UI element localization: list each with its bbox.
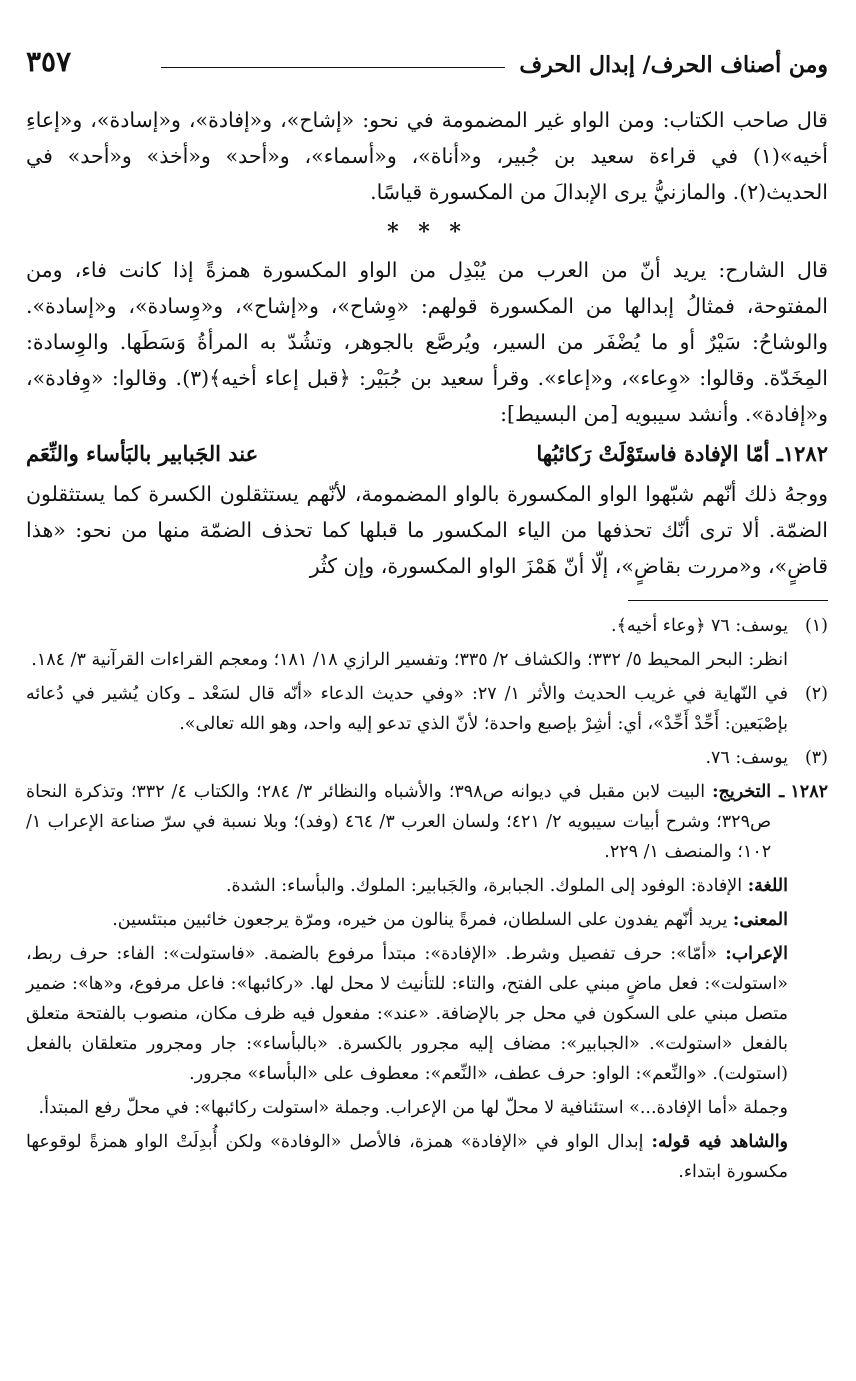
footnotes (26, 611, 828, 1187)
footnote-1-sources: انظر: البحر المحيط ٥/ ٣٣٢؛ والكشاف ٢/ ٣٣٥؛ وتفسير الرازي ١٨/ ١٨١؛ ومعجم القراءات القرآنية ٣/ ١٨٤. (31, 650, 788, 670)
footnote-1: (١) يوسف: ٧٦ ﴿وعاء أخيه﴾. (611, 616, 828, 636)
main-text (26, 102, 828, 584)
footnote-sentences: وجملة «أما الإفادة...» استئنافية لا محلّ لها من الإعراب. وجملة «استولت ركائبها»: في محلّ رفع المبتدأ. (38, 1098, 788, 1118)
footnote-label: والشاهد فيه قوله: (651, 1132, 789, 1152)
book-page (26, 30, 828, 1360)
footnote-meaning: المعنى: يريد أنّهم يفدون على السلطان، فمرةً ينالون من خيره، ومرّة يرجعون خائبين مبتئسين. (112, 910, 788, 930)
footnote-label: الإعراب: (725, 944, 788, 964)
header-title: ومن أصناف الحرف/ إبدال الحرف (519, 52, 828, 78)
footnote-2: (٢) في النّهاية في غريب الحديث والأثر ١/ ٢٧: «وفي حديث الدعاء «أنّه قال لسَعْد ـ وكان يُشير في دُعائه بإصْبَعين: أَحِّدْ أَحِّدْ»، أي: أشِرْ بإصبع واحدة؛ لأنّ الذي تدعو إليه واحد، وهو الله تعالى». (26, 684, 828, 734)
author-paragraph: قال صاحب الكتاب: ومن الواو غير المضمومة في نحو: «إشاح»، و«إفادة»، و«إسادة»، و«إعاءِ أخيه»(١) في قراءة سعيد بن جُبير، و«أناة»، و«أسماء»، و«أحد» و«أخذ» و«أحد» في الحديث(٢). والمازنيُّ يرى الإبدالَ من المكسورة قياسًا. (26, 108, 828, 204)
verse-second-hemistich: عند الجَبابير بالبَأساء والنِّعَم (26, 441, 259, 466)
footnote-label: المعنى: (732, 910, 788, 930)
section-separator: * * * (387, 219, 467, 245)
header-rule (161, 67, 505, 68)
verse-first-hemistich: ١٢٨٢ـ أمّا الإفادة فاستَوْلَتْ رَكائبُها (536, 441, 828, 466)
footnote-verse-sources: ١٢٨٢ ـ التخريج: البيت لابن مقبل في ديوانه ص٣٩٨؛ والأشباه والنظائر ٣/ ٢٨٤؛ والكتاب ٤/ ٣٣٢؛ وتذكرة النحاة ص٣٢٩؛ وشرح أبيات سيبويه ٢/ ٤٢١؛ ولسان العرب ٣/ ٤٦٤ (وفد)؛ وبلا نسبة في سرّ صناعة الإعراب ١/ ١٠٢؛ والمنصف ١/ ٢٢٩. (26, 782, 828, 862)
footnote-label: التخريج: (712, 782, 772, 802)
footnote-language: اللغة: الإفادة: الوفود إلى الملوك. الجبابرة، والجَبابير: الملوك. والبأساء: الشدة. (225, 876, 788, 896)
commentary-paragraph: قال الشارح: يريد أنّ من العرب من يُبْدِل من الواو المكسورة همزةً إذا كانت فاء، ومن المفتوحة، فمثالُ إبدالها من المكسورة قولهم: «وِشاح»، و«إشاح»، و«وِسادة»، و«إسادة». والوشاحُ: سَيْرٌ أو ما يُضْفَر من السير، ويُرصَّع بالجوهر، وتشُدّ به المرأةُ وَسَطَها. والوِسادة: المِخَدّة. وقالوا: «وِعاء»، و«إعاء». وقرأ سعيد بن جُبَيْر: ﴿قبل إعاء أخيه﴾(٣). وقالوا: «وِفادة»، و«إفادة». وأنشد سيبويه [من البسيط]: (26, 258, 828, 426)
explanation-paragraph: ووجهُ ذلك أنّهم شبّهوا الواو المكسورة بالواو المضمومة، لأنّهم يستثقلون الكسرة كما يستثقلون الضمّة. ألا ترى أنّك تحذفها من الياء المكسور ما قبلها كما تحذف الضمّة منها من نحو: «هذا قاضٍ»، و«مررت بقاضٍ»، إلّا أنّ هَمْزَ الواو المكسورة، وإن كثُر (26, 482, 828, 578)
page-number: ٣٥٧ (26, 45, 72, 78)
footnotes-divider (628, 600, 828, 601)
poem-verse (26, 436, 828, 472)
footnote-evidence: والشاهد فيه قوله: إبدال الواو في «الإفادة» همزة، فالأصل «الوفادة» ولكن أُبدِلَتْ الواو همزةً لوقوعها مكسورة ابتداء. (26, 1132, 789, 1182)
footnote-3: (٣) يوسف: ٧٦. (705, 748, 828, 768)
footnote-label: اللغة: (747, 876, 788, 896)
footnote-parsing: الإعراب: «أمّا»: حرف تفصيل وشرط. «الإفادة»: مبتدأ مرفوع بالضمة. «فاستولت»: الفاء: حرف ربط، «استولت»: فعل ماضٍ مبني على الفتح، والتاء: للتأنيث لا محل لها. «ركائبها»: فاعل مرفوع، و«ها»: ضمير متصل مبني على السكون في محل جر بالإضافة. «عند»: مفعول فيه ظرف مكان، منصوب بالفتحة متعلق بالفعل «استولت». «الجبابير»: مضاف إليه مجرور بالكسرة. «بالبأساء»: جار ومجرور متعلقان بالفعل (استولت). «والنِّعم»: الواو: حرف عطف، «النِّعم»: معطوف على «البأساء» مجرور. (26, 944, 788, 1084)
running-header (26, 30, 828, 78)
